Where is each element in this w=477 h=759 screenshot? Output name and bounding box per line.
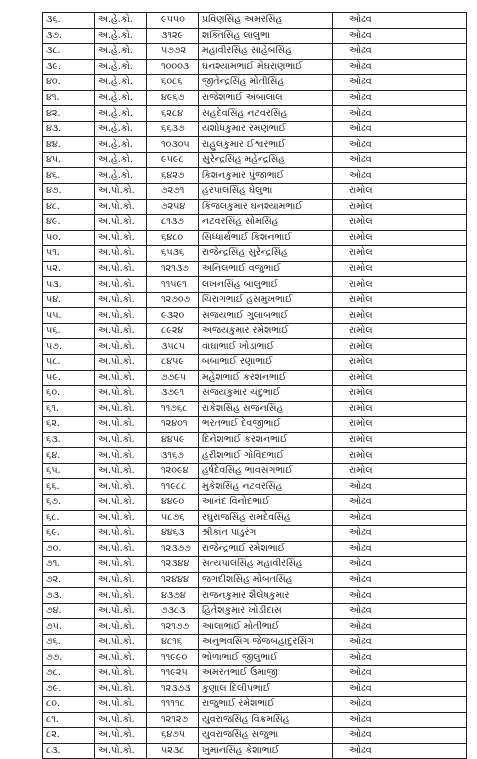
rank-cell: અ.પો.કો.	[95, 526, 147, 542]
police-station-cell: રામોલ	[333, 199, 467, 215]
buckle-number-cell: ૪૩૭૪	[147, 588, 199, 604]
rank-cell: અ.પો.કો.	[95, 417, 147, 433]
buckle-number-cell: ૮૪૫૯	[147, 355, 199, 371]
employee-name-cell: અનિલભાઈ વજુભાઈ	[199, 261, 333, 277]
buckle-number-cell: ૭૩૮૩	[147, 603, 199, 619]
police-station-cell: રામોલ	[333, 184, 467, 200]
serial-number-cell: ૬૩.	[43, 432, 95, 448]
employee-name-cell: શક્તિસિંહ લાલુભા	[199, 28, 333, 44]
police-station-cell: રામોલ	[333, 277, 467, 293]
buckle-number-cell: ૧૨૧૭૭	[147, 619, 199, 635]
buckle-number-cell: ૭૨૫૪	[147, 199, 199, 215]
employee-name-cell: અજયકુમાર રમેશભાઈ	[199, 323, 333, 339]
rank-cell: અ.પો.કો.	[95, 728, 147, 744]
buckle-number-cell: ૧૨૩૭૭	[147, 541, 199, 557]
buckle-number-cell: ૩૧૬૭	[147, 448, 199, 464]
rank-cell: અ.હે.કો.	[95, 28, 147, 44]
buckle-number-cell: ૧૧૭૬૮	[147, 401, 199, 417]
employee-name-cell: દિનેશભાઈ કરશનભાઈ	[199, 432, 333, 448]
buckle-number-cell: ૧૧૯૯૦	[147, 650, 199, 666]
police-station-cell: ઓઢવ	[333, 168, 467, 184]
table-row	[43, 588, 467, 604]
table-row	[43, 712, 467, 728]
buckle-number-cell: ૯૩૨૦	[147, 308, 199, 324]
serial-number-cell: ૫૧.	[43, 246, 95, 262]
serial-number-cell: ૪૫.	[43, 152, 95, 168]
employee-name-cell: યુવરાજસિંહ વિક્રમસિંહ	[199, 712, 333, 728]
rank-cell: અ.હે.કો.	[95, 90, 147, 106]
table-row	[43, 121, 467, 137]
serial-number-cell: ૬૫.	[43, 463, 95, 479]
rank-cell: અ.પો.કો.	[95, 541, 147, 557]
serial-number-cell: ૪૩.	[43, 121, 95, 137]
rank-cell: અ.પો.કો.	[95, 619, 147, 635]
rank-cell: અ.પો.કો.	[95, 323, 147, 339]
employee-name-cell: નટવરસિંહ સોમસિંહ	[199, 215, 333, 231]
serial-number-cell: ૪૧.	[43, 90, 95, 106]
police-station-cell: ઓઢવ	[333, 526, 467, 542]
employee-name-cell: સુરેન્દ્રસિંહ મહેન્દ્રસિંહ	[199, 152, 333, 168]
police-station-cell: ઓઢવ	[333, 106, 467, 122]
employee-name-cell: ઘનશ્યામભાઈ મેઘરાણભાઈ	[199, 59, 333, 75]
staff-list-sheet	[42, 12, 466, 759]
table-row	[43, 728, 467, 744]
table-row	[43, 634, 467, 650]
police-station-cell: ઓઢવ	[333, 90, 467, 106]
table-row	[43, 697, 467, 713]
police-station-cell: રામોલ	[333, 261, 467, 277]
rank-cell: અ.પો.કો.	[95, 215, 147, 231]
police-station-cell: રામોલ	[333, 355, 467, 371]
police-station-cell: ઓઢવ	[333, 137, 467, 153]
police-station-cell: ઓઢવ	[333, 634, 467, 650]
table-row	[43, 526, 467, 542]
rank-cell: અ.પો.કો.	[95, 510, 147, 526]
buckle-number-cell: ૧૨૭૦૭	[147, 292, 199, 308]
rank-cell: અ.પો.કો.	[95, 572, 147, 588]
buckle-number-cell: ૧૦૦૦૩	[147, 59, 199, 75]
serial-number-cell: ૫૫.	[43, 308, 95, 324]
employee-name-cell: કિશનકુમાર પુંજાભાઈ	[199, 168, 333, 184]
serial-number-cell: ૮૧.	[43, 712, 95, 728]
rank-cell: અ.હે.કો.	[95, 13, 147, 29]
table-row	[43, 323, 467, 339]
serial-number-cell: ૫૨.	[43, 261, 95, 277]
buckle-number-cell: ૬૪૭૫	[147, 728, 199, 744]
serial-number-cell: ૭૦.	[43, 541, 95, 557]
police-station-cell: ઓઢવ	[333, 557, 467, 573]
police-station-cell: રામોલ	[333, 463, 467, 479]
rank-cell: અ.પો.કો.	[95, 650, 147, 666]
rank-cell: અ.પો.કો.	[95, 588, 147, 604]
employee-name-cell: વાઘાભાઈ ખોડાભાઈ	[199, 339, 333, 355]
serial-number-cell: ૪૦.	[43, 75, 95, 91]
table-row	[43, 230, 467, 246]
rank-cell: અ.પો.કો.	[95, 184, 147, 200]
buckle-number-cell: ૪૪૫૯	[147, 432, 199, 448]
police-station-cell: ઓઢવ	[333, 479, 467, 495]
employee-name-cell: હર્ષદેવસિંહ ભાવસંગભાઈ	[199, 463, 333, 479]
employee-name-cell: કુણાલ દિલીપભાઈ	[199, 681, 333, 697]
employee-name-cell: યશોધકુમાર રમણભાઈ	[199, 121, 333, 137]
buckle-number-cell: ૩૭૯૧	[147, 386, 199, 402]
police-station-cell: ઓઢવ	[333, 603, 467, 619]
table-row	[43, 401, 467, 417]
rank-cell: અ.પો.કો.	[95, 246, 147, 262]
rank-cell: અ.પો.કો.	[95, 401, 147, 417]
police-station-cell: ઓઢવ	[333, 510, 467, 526]
employee-name-cell: સિધ્ધાર્થભાઈ કિશનભાઈ	[199, 230, 333, 246]
police-station-cell: ઓઢવ	[333, 44, 467, 60]
buckle-number-cell: ૫૭૭૨	[147, 44, 199, 60]
table-row	[43, 75, 467, 91]
buckle-number-cell: ૪૮૧૬	[147, 634, 199, 650]
serial-number-cell: ૮૦.	[43, 697, 95, 713]
buckle-number-cell: ૧૧૯૨૫	[147, 665, 199, 681]
police-station-cell: ઓઢવ	[333, 665, 467, 681]
buckle-number-cell: ૯૫૫૦	[147, 13, 199, 29]
table-row	[43, 463, 467, 479]
police-station-cell: રામોલ	[333, 230, 467, 246]
police-station-cell: ઓઢવ	[333, 75, 467, 91]
buckle-number-cell: ૧૨૦૯૪	[147, 463, 199, 479]
staff-table-body	[43, 13, 467, 759]
police-station-cell: ઓઢવ	[333, 59, 467, 75]
rank-cell: અ.પો.કો.	[95, 494, 147, 510]
table-row	[43, 510, 467, 526]
rank-cell: અ.હે.કો.	[95, 59, 147, 75]
table-row	[43, 494, 467, 510]
table-row	[43, 28, 467, 44]
rank-cell: અ.પો.કો.	[95, 261, 147, 277]
serial-number-cell: ૭૫.	[43, 619, 95, 635]
table-row	[43, 59, 467, 75]
serial-number-cell: ૬૭.	[43, 494, 95, 510]
table-row	[43, 106, 467, 122]
serial-number-cell: ૬૬.	[43, 479, 95, 495]
employee-name-cell: પ્રવિણસિંહ અમરસિંહ	[199, 13, 333, 29]
serial-number-cell: ૬૨.	[43, 417, 95, 433]
rank-cell: અ.હે.કો.	[95, 106, 147, 122]
police-station-cell: ઓઢવ	[333, 619, 467, 635]
rank-cell: અ.પો.કો.	[95, 339, 147, 355]
buckle-number-cell: ૭૨૭૧	[147, 184, 199, 200]
police-station-cell: રામોલ	[333, 323, 467, 339]
serial-number-cell: ૬૦.	[43, 386, 95, 402]
rank-cell: અ.પો.કો.	[95, 697, 147, 713]
buckle-number-cell: ૧૧૫૯૧	[147, 277, 199, 293]
rank-cell: અ.પો.કો.	[95, 370, 147, 386]
table-row	[43, 339, 467, 355]
serial-number-cell: ૭૬.	[43, 634, 95, 650]
employee-name-cell: આનંદ વિનોદભાઈ	[199, 494, 333, 510]
serial-number-cell: ૩૬.	[43, 13, 95, 29]
police-station-cell: રામોલ	[333, 246, 467, 262]
police-station-cell: રામોલ	[333, 308, 467, 324]
police-station-cell: ઓઢવ	[333, 681, 467, 697]
buckle-number-cell: ૬૪૮૦	[147, 230, 199, 246]
employee-name-cell: સંજયકુમાર ચંદુભાઈ	[199, 386, 333, 402]
police-station-cell: ઓઢવ	[333, 28, 467, 44]
rank-cell: અ.પો.કો.	[95, 743, 147, 759]
buckle-number-cell: ૧૨૪૦૧	[147, 417, 199, 433]
table-row	[43, 199, 467, 215]
table-row	[43, 261, 467, 277]
employee-name-cell: જીતેન્દ્રસિંહ મોતીસિંહ	[199, 75, 333, 91]
buckle-number-cell: ૧૨૪૪૪	[147, 572, 199, 588]
rank-cell: અ.પો.કો.	[95, 557, 147, 573]
rank-cell: અ.હે.કો.	[95, 168, 147, 184]
employee-name-cell: મહાવીરસિંહ સાહેબસિંહ	[199, 44, 333, 60]
police-station-cell: ઓઢવ	[333, 588, 467, 604]
table-row	[43, 355, 467, 371]
employee-name-cell: હરપાલસિંહ ઘેલુભા	[199, 184, 333, 200]
serial-number-cell: ૫૮.	[43, 355, 95, 371]
rank-cell: અ.પો.કો.	[95, 199, 147, 215]
employee-name-cell: હરીશભાઈ ગોવિંદભાઈ	[199, 448, 333, 464]
buckle-number-cell: ૧૨૩૭૩	[147, 681, 199, 697]
employee-name-cell: રાહુલકુમાર ઈશ્વરભાઈ	[199, 137, 333, 153]
police-station-cell: રામોલ	[333, 292, 467, 308]
table-row	[43, 650, 467, 666]
serial-number-cell: ૩૮.	[43, 44, 95, 60]
employee-name-cell: ખુમાનસિંહ કેશાભાઈ	[199, 743, 333, 759]
serial-number-cell: ૬૧.	[43, 401, 95, 417]
police-station-cell: ઓઢવ	[333, 152, 467, 168]
serial-number-cell: ૭૧.	[43, 557, 95, 573]
buckle-number-cell: ૬૬૩૭	[147, 121, 199, 137]
serial-number-cell: ૩૭.	[43, 28, 95, 44]
buckle-number-cell: ૫૨૩૮	[147, 743, 199, 759]
police-station-cell: ઓઢવ	[333, 743, 467, 759]
serial-number-cell: ૭૯.	[43, 681, 95, 697]
serial-number-cell: ૭૨.	[43, 572, 95, 588]
table-row	[43, 13, 467, 29]
serial-number-cell: ૪૪.	[43, 137, 95, 153]
rank-cell: અ.પો.કો.	[95, 308, 147, 324]
buckle-number-cell: ૬૦૮૬	[147, 75, 199, 91]
police-station-cell: ઓઢવ	[333, 541, 467, 557]
employee-name-cell: રાજેન્દ્રભાઈ રમેશભાઈ	[199, 541, 333, 557]
employee-name-cell: સત્યપાલસિંહ મહાવીરસિંહ	[199, 557, 333, 573]
police-station-cell: રામોલ	[333, 401, 467, 417]
table-row	[43, 743, 467, 759]
employee-name-cell: રઘુરાજસિંહ રામદેવસિંહ	[199, 510, 333, 526]
serial-number-cell: ૭૭.	[43, 650, 95, 666]
employee-name-cell: રાજેન્દ્રસિંહ સુરેન્દ્રસિંહ	[199, 246, 333, 262]
police-station-cell: ઓઢવ	[333, 650, 467, 666]
buckle-number-cell: ૧૨૧૩૭	[147, 261, 199, 277]
table-row	[43, 557, 467, 573]
serial-number-cell: ૫૪.	[43, 292, 95, 308]
police-station-cell: ઓઢવ	[333, 712, 467, 728]
buckle-number-cell: ૪૪૬૩	[147, 526, 199, 542]
police-station-cell: ઓઢવ	[333, 697, 467, 713]
table-row	[43, 292, 467, 308]
table-row	[43, 479, 467, 495]
table-row	[43, 541, 467, 557]
police-station-cell: ઓઢવ	[333, 13, 467, 29]
table-row	[43, 432, 467, 448]
employee-name-cell: રાજેશભાઈ અંબાલાલ	[199, 90, 333, 106]
buckle-number-cell: ૧૧૯૮૮	[147, 479, 199, 495]
employee-name-cell: આલાભાઈ મોતીભાઈ	[199, 619, 333, 635]
employee-name-cell: કિંજલકુમાર ઘનશ્યામભાઈ	[199, 199, 333, 215]
serial-number-cell: ૫૭.	[43, 339, 95, 355]
rank-cell: અ.હે.કો.	[95, 75, 147, 91]
serial-number-cell: ૪૨.	[43, 106, 95, 122]
table-row	[43, 386, 467, 402]
police-station-cell: ઓઢવ	[333, 494, 467, 510]
police-station-cell: રામોલ	[333, 339, 467, 355]
table-row	[43, 665, 467, 681]
serial-number-cell: ૫૯.	[43, 370, 95, 386]
police-station-cell: ઓઢવ	[333, 728, 467, 744]
rank-cell: અ.પો.કો.	[95, 277, 147, 293]
employee-name-cell: અમરતભાઈ ઉમાજી	[199, 665, 333, 681]
rank-cell: અ.હે.કો.	[95, 137, 147, 153]
police-station-cell: રામોલ	[333, 386, 467, 402]
buckle-number-cell: ૩૧૨૯	[147, 28, 199, 44]
employee-name-cell: શ્રીકાંત પાડુરંગ	[199, 526, 333, 542]
employee-name-cell: મહેશભાઈ કરશનભાઈ	[199, 370, 333, 386]
rank-cell: અ.પો.કો.	[95, 448, 147, 464]
buckle-number-cell: ૭૭૯૫	[147, 370, 199, 386]
serial-number-cell: ૪૬.	[43, 168, 95, 184]
police-station-cell: રામોલ	[333, 215, 467, 231]
serial-number-cell: ૫૩.	[43, 277, 95, 293]
employee-name-cell: જગદીશસિંહ મોબતસિંહ	[199, 572, 333, 588]
buckle-number-cell: ૧૧૧૧૮	[147, 697, 199, 713]
employee-name-cell: સહદેવસિંહ નટવરસિંહ	[199, 106, 333, 122]
table-row	[43, 619, 467, 635]
buckle-number-cell: ૫૮૭૬	[147, 510, 199, 526]
table-row	[43, 215, 467, 231]
buckle-number-cell: ૮૧૩૭	[147, 215, 199, 231]
police-station-cell: ઓઢવ	[333, 121, 467, 137]
table-row	[43, 246, 467, 262]
rank-cell: અ.પો.કો.	[95, 463, 147, 479]
table-row	[43, 168, 467, 184]
buckle-number-cell: ૬૪૨૭	[147, 168, 199, 184]
buckle-number-cell: ૯૫૯૮	[147, 152, 199, 168]
employee-name-cell: લખનસિંહ બાલુભાઈ	[199, 277, 333, 293]
rank-cell: અ.પો.કો.	[95, 603, 147, 619]
employee-name-cell: યુવરાજસિંહ સજુભા	[199, 728, 333, 744]
table-row	[43, 137, 467, 153]
serial-number-cell: ૪૭.	[43, 184, 95, 200]
table-row	[43, 370, 467, 386]
buckle-number-cell: ૧૨૩૪૪	[147, 557, 199, 573]
serial-number-cell: ૫૦.	[43, 230, 95, 246]
rank-cell: અ.પો.કો.	[95, 292, 147, 308]
rank-cell: અ.હે.કો.	[95, 152, 147, 168]
rank-cell: અ.પો.કો.	[95, 230, 147, 246]
police-station-cell: રામોલ	[333, 417, 467, 433]
rank-cell: અ.પો.કો.	[95, 712, 147, 728]
table-row	[43, 572, 467, 588]
serial-number-cell: ૬૪.	[43, 448, 95, 464]
buckle-number-cell: ૩૫૮૫	[147, 339, 199, 355]
employee-name-cell: સંજયભાઈ ગુલાબભાઈ	[199, 308, 333, 324]
employee-name-cell: હિતેશકુમાર ખોડીદાસ	[199, 603, 333, 619]
rank-cell: અ.પો.કો.	[95, 432, 147, 448]
buckle-number-cell: ૬૫૩૬	[147, 246, 199, 262]
table-row	[43, 277, 467, 293]
employee-name-cell: ભોળાભાઈ જીલુભાઈ	[199, 650, 333, 666]
employee-name-cell: ચિરાગભાઈ હસમુખભાઈ	[199, 292, 333, 308]
buckle-number-cell: ૪૪૯૦	[147, 494, 199, 510]
serial-number-cell: ૬૯.	[43, 526, 95, 542]
rank-cell: અ.હે.કો.	[95, 44, 147, 60]
buckle-number-cell: ૬૨૮૪	[147, 106, 199, 122]
employee-name-cell: બબાભાઈ રણાભાઈ	[199, 355, 333, 371]
buckle-number-cell: ૧૦૩૦૫	[147, 137, 199, 153]
serial-number-cell: ૬૮.	[43, 510, 95, 526]
employee-name-cell: રાકેશસિંહ સજનસિંહ	[199, 401, 333, 417]
employee-name-cell: રાજનકુમાર શૈલેષકુમાર	[199, 588, 333, 604]
serial-number-cell: ૪૮.	[43, 199, 95, 215]
rank-cell: અ.પો.કો.	[95, 681, 147, 697]
buckle-number-cell: ૪૯૬૭	[147, 90, 199, 106]
serial-number-cell: ૭૩.	[43, 588, 95, 604]
table-row	[43, 308, 467, 324]
rank-cell: અ.પો.કો.	[95, 634, 147, 650]
serial-number-cell: ૮૨.	[43, 728, 95, 744]
table-row	[43, 681, 467, 697]
rank-cell: અ.હે.કો.	[95, 121, 147, 137]
employee-name-cell: રાજુભાઈ રમેશભાઈ	[199, 697, 333, 713]
table-row	[43, 417, 467, 433]
employee-name-cell: ભરતભાઈ દેવજીભાઈ	[199, 417, 333, 433]
table-row	[43, 44, 467, 60]
serial-number-cell: ૮૩.	[43, 743, 95, 759]
employee-name-cell: અનુભવસિંગ જેજબહાદુરસિંગ	[199, 634, 333, 650]
buckle-number-cell: ૧૨૧૨૭	[147, 712, 199, 728]
police-station-cell: રામોલ	[333, 448, 467, 464]
employee-name-cell: મુકેશસિંહ નટવરસિંહ	[199, 479, 333, 495]
serial-number-cell: ૪૯.	[43, 215, 95, 231]
serial-number-cell: ૫૬.	[43, 323, 95, 339]
serial-number-cell: ૭૪.	[43, 603, 95, 619]
rank-cell: અ.પો.કો.	[95, 386, 147, 402]
table-row	[43, 90, 467, 106]
rank-cell: અ.પો.કો.	[95, 355, 147, 371]
table-row	[43, 603, 467, 619]
rank-cell: અ.પો.કો.	[95, 479, 147, 495]
table-row	[43, 152, 467, 168]
serial-number-cell: ૩૯.	[43, 59, 95, 75]
table-row	[43, 448, 467, 464]
police-station-cell: રામોલ	[333, 370, 467, 386]
buckle-number-cell: ૮૯૨૪	[147, 323, 199, 339]
rank-cell: અ.પો.કો.	[95, 665, 147, 681]
police-station-cell: રામોલ	[333, 432, 467, 448]
police-station-cell: ઓઢવ	[333, 572, 467, 588]
staff-table	[42, 12, 467, 759]
serial-number-cell: ૭૮.	[43, 665, 95, 681]
table-row	[43, 184, 467, 200]
